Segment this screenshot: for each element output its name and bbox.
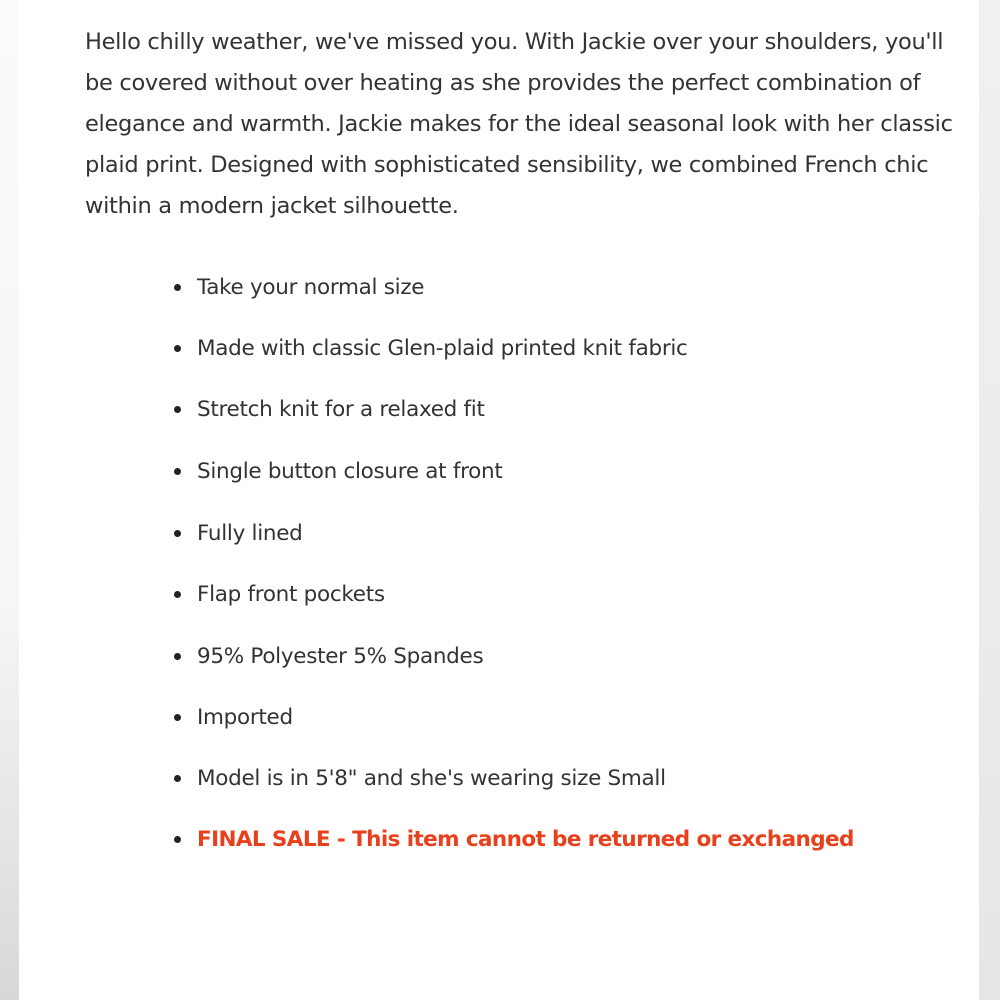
product-description: Hello chilly weather, we've missed you. With Jackie over your shoulders, you'll be covered without over heating as she provides the perfect combination of elegance and warmth. Jackie makes for the ideal seasonal look with her classic plaid print. Designed with sophisticated sensibility, we combined French chic within a modern jacket silhouette. <box>85 29 953 219</box>
left-margin <box>0 0 19 1000</box>
bullet-icon <box>174 530 181 537</box>
feature-text: 95% Polyester 5% Spandes <box>197 644 484 669</box>
feature-text: Fully lined <box>197 521 303 546</box>
bullet-icon <box>174 591 181 598</box>
feature-text: Made with classic Glen-plaid printed knit fabric <box>197 336 688 361</box>
feature-text: Imported <box>197 705 293 730</box>
product-description-panel <box>19 0 979 1000</box>
right-margin <box>979 0 1000 1000</box>
bullet-icon <box>174 284 181 291</box>
bullet-icon <box>174 468 181 475</box>
bullet-icon <box>174 406 181 413</box>
feature-text: Flap front pockets <box>197 582 385 607</box>
bullet-icon <box>174 775 181 782</box>
bullet-icon <box>174 836 181 843</box>
bullet-icon <box>174 653 181 660</box>
feature-text: Take your normal size <box>197 275 425 300</box>
bullet-icon <box>174 345 181 352</box>
final-sale-text: FINAL SALE - This item cannot be returned or exchanged <box>197 827 854 852</box>
feature-text: Model is in 5'8" and she's wearing size Small <box>197 766 666 791</box>
bullet-icon <box>174 714 181 721</box>
feature-text: Single button closure at front <box>197 459 503 484</box>
feature-text: Stretch knit for a relaxed fit <box>197 397 485 422</box>
